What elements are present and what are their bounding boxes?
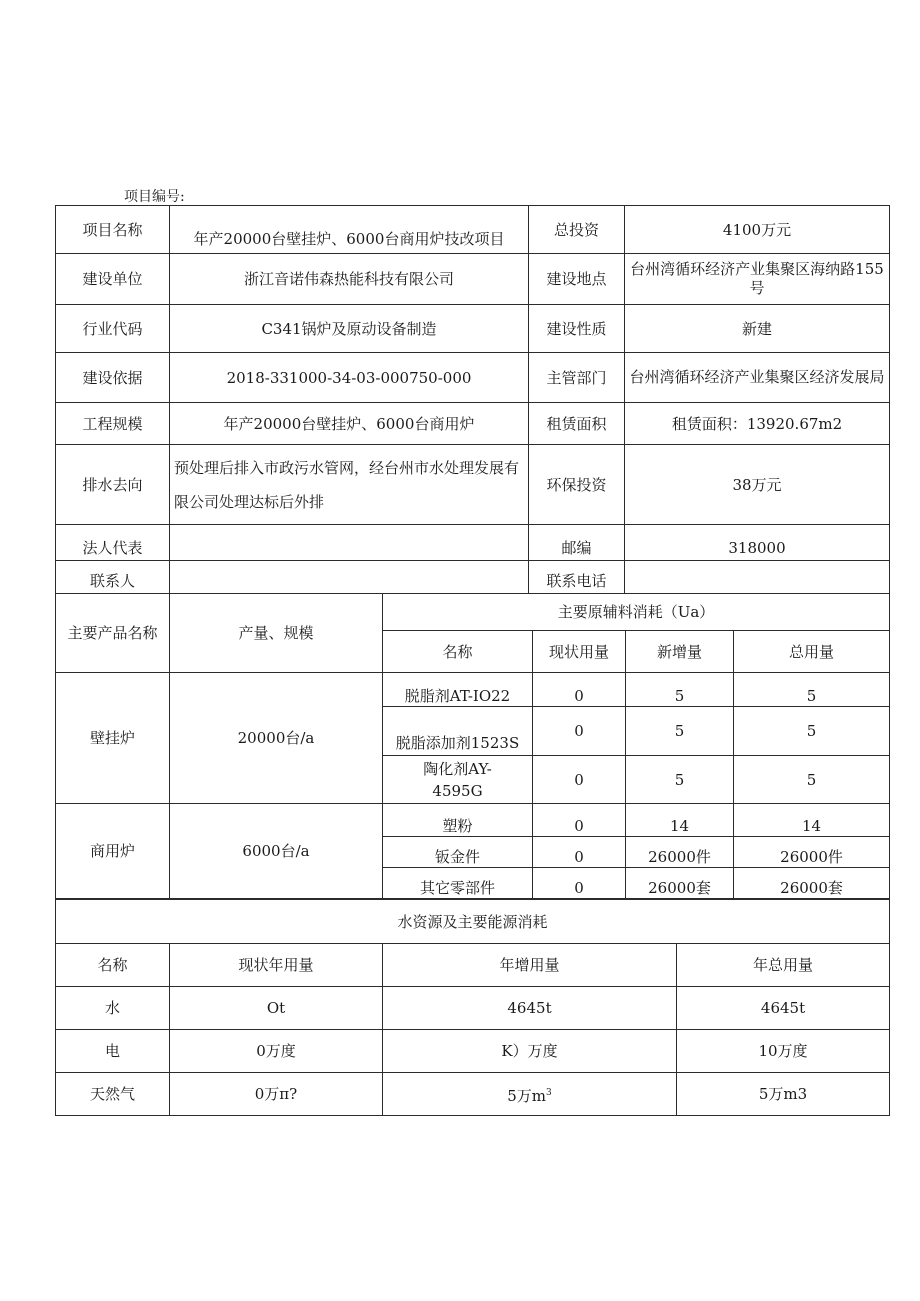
info-row-scale bbox=[56, 403, 890, 445]
label-project-name: 项目名称 bbox=[56, 206, 170, 254]
label-authority: 主管部门 bbox=[529, 353, 625, 403]
material-new: 26000件 bbox=[626, 837, 734, 868]
project-info-table bbox=[55, 205, 890, 594]
material-total: 5 bbox=[734, 673, 890, 707]
label-construction-type: 建设性质 bbox=[529, 305, 625, 353]
resources-title-row bbox=[56, 900, 890, 944]
label-industry-code: 行业代码 bbox=[56, 305, 170, 353]
value-phone bbox=[625, 561, 890, 594]
material-current: 0 bbox=[533, 673, 626, 707]
info-row-basis bbox=[56, 353, 890, 403]
info-row-builder bbox=[56, 254, 890, 305]
project-number-label: 项目编号: bbox=[124, 189, 185, 205]
label-location: 建设地点 bbox=[529, 254, 625, 305]
material-current: 0 bbox=[533, 868, 626, 899]
table-row bbox=[56, 1030, 890, 1073]
label-builder: 建设单位 bbox=[56, 254, 170, 305]
materials-header-row-1 bbox=[56, 594, 890, 631]
header-scale: 产量、规模 bbox=[170, 594, 383, 673]
product-scale: 20000台/a bbox=[170, 673, 383, 804]
label-contact: 联系人 bbox=[56, 561, 170, 594]
info-row-contact bbox=[56, 561, 890, 594]
label-drainage: 排水去向 bbox=[56, 445, 170, 525]
material-name: 陶化剂AY-4595G bbox=[383, 756, 533, 804]
resource-name: 天然气 bbox=[56, 1073, 170, 1116]
resource-current: 0万度 bbox=[170, 1030, 383, 1073]
superscript-exponent: 3 bbox=[546, 1087, 552, 1098]
product-name: 商用炉 bbox=[56, 804, 170, 899]
header-material-name: 名称 bbox=[383, 631, 533, 673]
table-row bbox=[56, 673, 890, 707]
material-name: 塑粉 bbox=[383, 804, 533, 837]
material-name: 其它零部件 bbox=[383, 868, 533, 899]
value-lease-area: 租赁面积：13920.67m2 bbox=[625, 403, 890, 445]
value-authority: 台州湾循环经济产业集聚区经济发展局 bbox=[625, 353, 890, 403]
resource-added: K）万度 bbox=[383, 1030, 677, 1073]
material-total: 5 bbox=[734, 707, 890, 756]
header-material-consumption: 主要原辅料消耗（Ua） bbox=[383, 594, 890, 631]
value-drainage: 预处理后排入市政污水管网，经台州市水处理发展有限公司处理达标后外排 bbox=[170, 445, 529, 525]
header-resource-name: 名称 bbox=[56, 944, 170, 987]
material-new: 5 bbox=[626, 756, 734, 804]
material-name: 脱脂剂AT-IO22 bbox=[383, 673, 533, 707]
label-phone: 联系电话 bbox=[529, 561, 625, 594]
materials-table bbox=[55, 593, 890, 899]
header-annual-total: 年总用量 bbox=[677, 944, 890, 987]
resources-title: 水资源及主要能源消耗 bbox=[56, 900, 890, 944]
header-product-name: 主要产品名称 bbox=[56, 594, 170, 673]
label-basis: 建设依据 bbox=[56, 353, 170, 403]
value-industry-code: C341锅炉及原动设备制造 bbox=[170, 305, 529, 353]
material-total: 26000件 bbox=[734, 837, 890, 868]
material-new: 5 bbox=[626, 673, 734, 707]
resource-name: 水 bbox=[56, 987, 170, 1030]
product-scale: 6000台/a bbox=[170, 804, 383, 899]
material-total: 26000套 bbox=[734, 868, 890, 899]
label-env-investment: 环保投资 bbox=[529, 445, 625, 525]
value-construction-type: 新建 bbox=[625, 305, 890, 353]
product-name: 壁挂炉 bbox=[56, 673, 170, 804]
resource-added-value: 5万m bbox=[507, 1086, 547, 1105]
table-row bbox=[56, 804, 890, 837]
header-current-annual: 现状年用量 bbox=[170, 944, 383, 987]
material-new: 14 bbox=[626, 804, 734, 837]
material-total: 5 bbox=[734, 756, 890, 804]
value-location: 台州湾循环经济产业集聚区海纳路155号 bbox=[625, 254, 890, 305]
material-total: 14 bbox=[734, 804, 890, 837]
resources-table bbox=[55, 899, 890, 1116]
header-new-usage: 新增量 bbox=[626, 631, 734, 673]
header-total-usage: 总用量 bbox=[734, 631, 890, 673]
material-current: 0 bbox=[533, 837, 626, 868]
material-new: 26000套 bbox=[626, 868, 734, 899]
value-total-investment: 4100万元 bbox=[625, 206, 890, 254]
resource-added: 4645t bbox=[383, 987, 677, 1030]
header-current-usage: 现状用量 bbox=[533, 631, 626, 673]
value-basis: 2018-331000-34-03-000750-000 bbox=[170, 353, 529, 403]
label-legal-rep: 法人代表 bbox=[56, 525, 170, 561]
value-builder: 浙江音诺伟森热能科技有限公司 bbox=[170, 254, 529, 305]
resource-added bbox=[383, 1073, 677, 1116]
resource-name: 电 bbox=[56, 1030, 170, 1073]
material-new: 5 bbox=[626, 707, 734, 756]
value-env-investment: 38万元 bbox=[625, 445, 890, 525]
table-row bbox=[56, 1073, 890, 1116]
resource-current: Ot bbox=[170, 987, 383, 1030]
info-row-legal-rep bbox=[56, 525, 890, 561]
info-row-industry-code bbox=[56, 305, 890, 353]
value-project-name: 年产20000台壁挂炉、6000台商用炉技改项目 bbox=[170, 206, 529, 254]
material-name: 脱脂添加剂1523S bbox=[383, 707, 533, 756]
material-current: 0 bbox=[533, 707, 626, 756]
resource-total: 4645t bbox=[677, 987, 890, 1030]
resource-total: 5万m3 bbox=[677, 1073, 890, 1116]
value-legal-rep bbox=[170, 525, 529, 561]
label-total-investment: 总投资 bbox=[529, 206, 625, 254]
info-row-project-name bbox=[56, 206, 890, 254]
material-current: 0 bbox=[533, 756, 626, 804]
resource-current: 0万π? bbox=[170, 1073, 383, 1116]
label-lease-area: 租赁面积 bbox=[529, 403, 625, 445]
resources-header-row bbox=[56, 944, 890, 987]
material-current: 0 bbox=[533, 804, 626, 837]
label-postcode: 邮编 bbox=[529, 525, 625, 561]
header-annual-increase: 年增用量 bbox=[383, 944, 677, 987]
value-scale: 年产20000台壁挂炉、6000台商用炉 bbox=[170, 403, 529, 445]
table-row bbox=[56, 987, 890, 1030]
value-contact bbox=[170, 561, 529, 594]
label-scale: 工程规模 bbox=[56, 403, 170, 445]
info-row-drainage bbox=[56, 445, 890, 525]
material-name: 钣金件 bbox=[383, 837, 533, 868]
value-postcode: 318000 bbox=[625, 525, 890, 561]
resource-total: 10万度 bbox=[677, 1030, 890, 1073]
